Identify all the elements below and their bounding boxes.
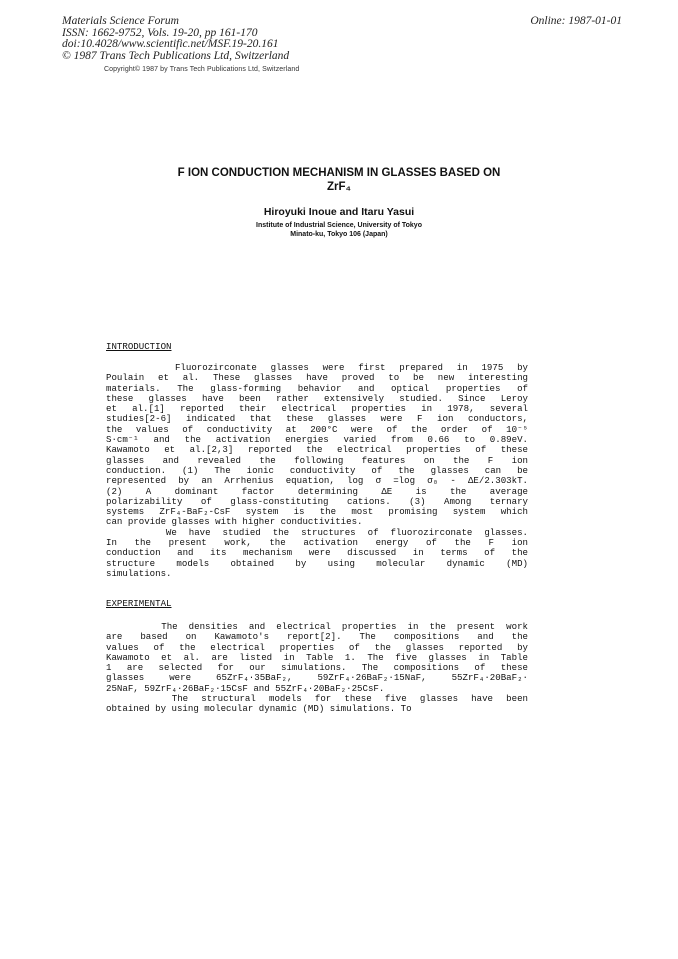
- text-line: 25NaF, 59ZrF₄·26BaF₂·15CsF and 55ZrF₄·20BaF₂·25CsF.: [106, 683, 385, 694]
- text-line: obtained by using molecular dynamic (MD) simulations. To: [106, 704, 412, 715]
- paper-title: [0, 166, 678, 194]
- text-line: polarizability of glass-constituting cations. (3) Among ternary: [106, 496, 528, 507]
- experimental-body: [106, 622, 528, 715]
- text-line: systems ZrF₄-BaF₂-CsF system is the most promising system which: [106, 507, 528, 518]
- text-line: conduction and its mechanism were discussed in terms of the: [106, 548, 528, 559]
- text-line: We have studied the structures of fluorozirconate glasses.: [106, 527, 528, 538]
- copyright-line: Copyright© 1987 by Trans Tech Publications Ltd, Switzerland: [104, 66, 300, 73]
- text-line: these glasses have been rather extensively studied. Since Leroy: [106, 393, 528, 404]
- text-line: Fluorozirconate glasses were first prepared in 1975 by: [106, 363, 528, 373]
- text-line: are based on Kawamoto's report[2]. The compositions and the: [106, 632, 528, 643]
- title-line-2: ZrF₄: [326, 181, 351, 193]
- affiliation: [0, 221, 678, 239]
- publisher-info: © 1987 Trans Tech Publications Ltd, Switzerland: [62, 49, 290, 62]
- affiliation-line-2: Minato-ku, Tokyo 106 (Japan): [290, 231, 388, 238]
- text-line: conduction. (1) The ionic conductivity of the glasses can be: [106, 465, 528, 476]
- text-line: studies[2-6] indicated that these glasses were F ion conductors,: [106, 414, 528, 425]
- text-line: glasses and revealed the following features on the F ion: [106, 455, 528, 466]
- journal-name: Materials Science Forum: [62, 15, 179, 27]
- text-line: 1 are selected for our simulations. The compositions of these: [106, 663, 528, 674]
- text-line: materials. The glass-forming behavior and optical properties of: [106, 383, 528, 394]
- experimental-heading: EXPERIMENTAL: [106, 598, 172, 609]
- text-line: the values of conductivity at 200°C were of the order of 10⁻⁵: [106, 424, 528, 435]
- text-line: et al.[1] reported their electrical properties in 1978, several: [106, 404, 528, 415]
- publication-metadata: [62, 16, 622, 62]
- online-date: Online: 1987-01-01: [530, 15, 622, 27]
- text-line: (2) A dominant factor determining ΔE is the average: [106, 486, 528, 497]
- issn-info: ISSN: 1662-9752, Vols. 19-20, pp 161-170: [62, 26, 258, 39]
- text-line: The structural models for these five glasses have been: [106, 694, 528, 705]
- introduction-body: [106, 363, 528, 579]
- authors: Hiroyuki Inoue and Itaru Yasui: [263, 206, 415, 218]
- doi-link[interactable]: doi:10.4028/www.scientific.net/MSF.19-20.161: [62, 38, 279, 50]
- text-line: Poulain et al. These glasses have proved to be new interesting: [106, 373, 528, 384]
- text-line: S·cm⁻¹ and the activation energies varied from 0.66 to 0.89eV.: [106, 435, 528, 446]
- title-line-1: F ION CONDUCTION MECHANISM IN GLASSES BASED ON: [177, 167, 501, 179]
- affiliation-line-1: Institute of Industrial Science, University of Tokyo: [256, 222, 422, 229]
- introduction-heading: INTRODUCTION: [106, 341, 172, 352]
- text-line: structure models obtained by using molecular dynamic (MD): [106, 558, 528, 569]
- text-line: The densities and electrical properties in the present work: [106, 622, 528, 632]
- text-line: can provide glasses with higher conductivities.: [106, 517, 363, 528]
- text-line: simulations.: [106, 568, 172, 579]
- text-line: values of the electrical properties of the glasses reported by: [106, 642, 528, 653]
- text-line: Kawamoto et al. are listed in Table 1. The five glasses in Table: [106, 652, 528, 663]
- text-line: glasses were 65ZrF₄·35BaF₂, 59ZrF₄·26BaF₂·15NaF, 55ZrF₄·20BaF₂·: [106, 673, 528, 684]
- text-line: represented by an Arrhenius equation, log σ =log σ₀ - ΔE/2.303kT.: [106, 476, 528, 487]
- text-line: In the present work, the activation energy of the F ion: [106, 538, 528, 549]
- text-line: Kawamoto et al.[2,3] reported the electrical properties of these: [106, 445, 528, 456]
